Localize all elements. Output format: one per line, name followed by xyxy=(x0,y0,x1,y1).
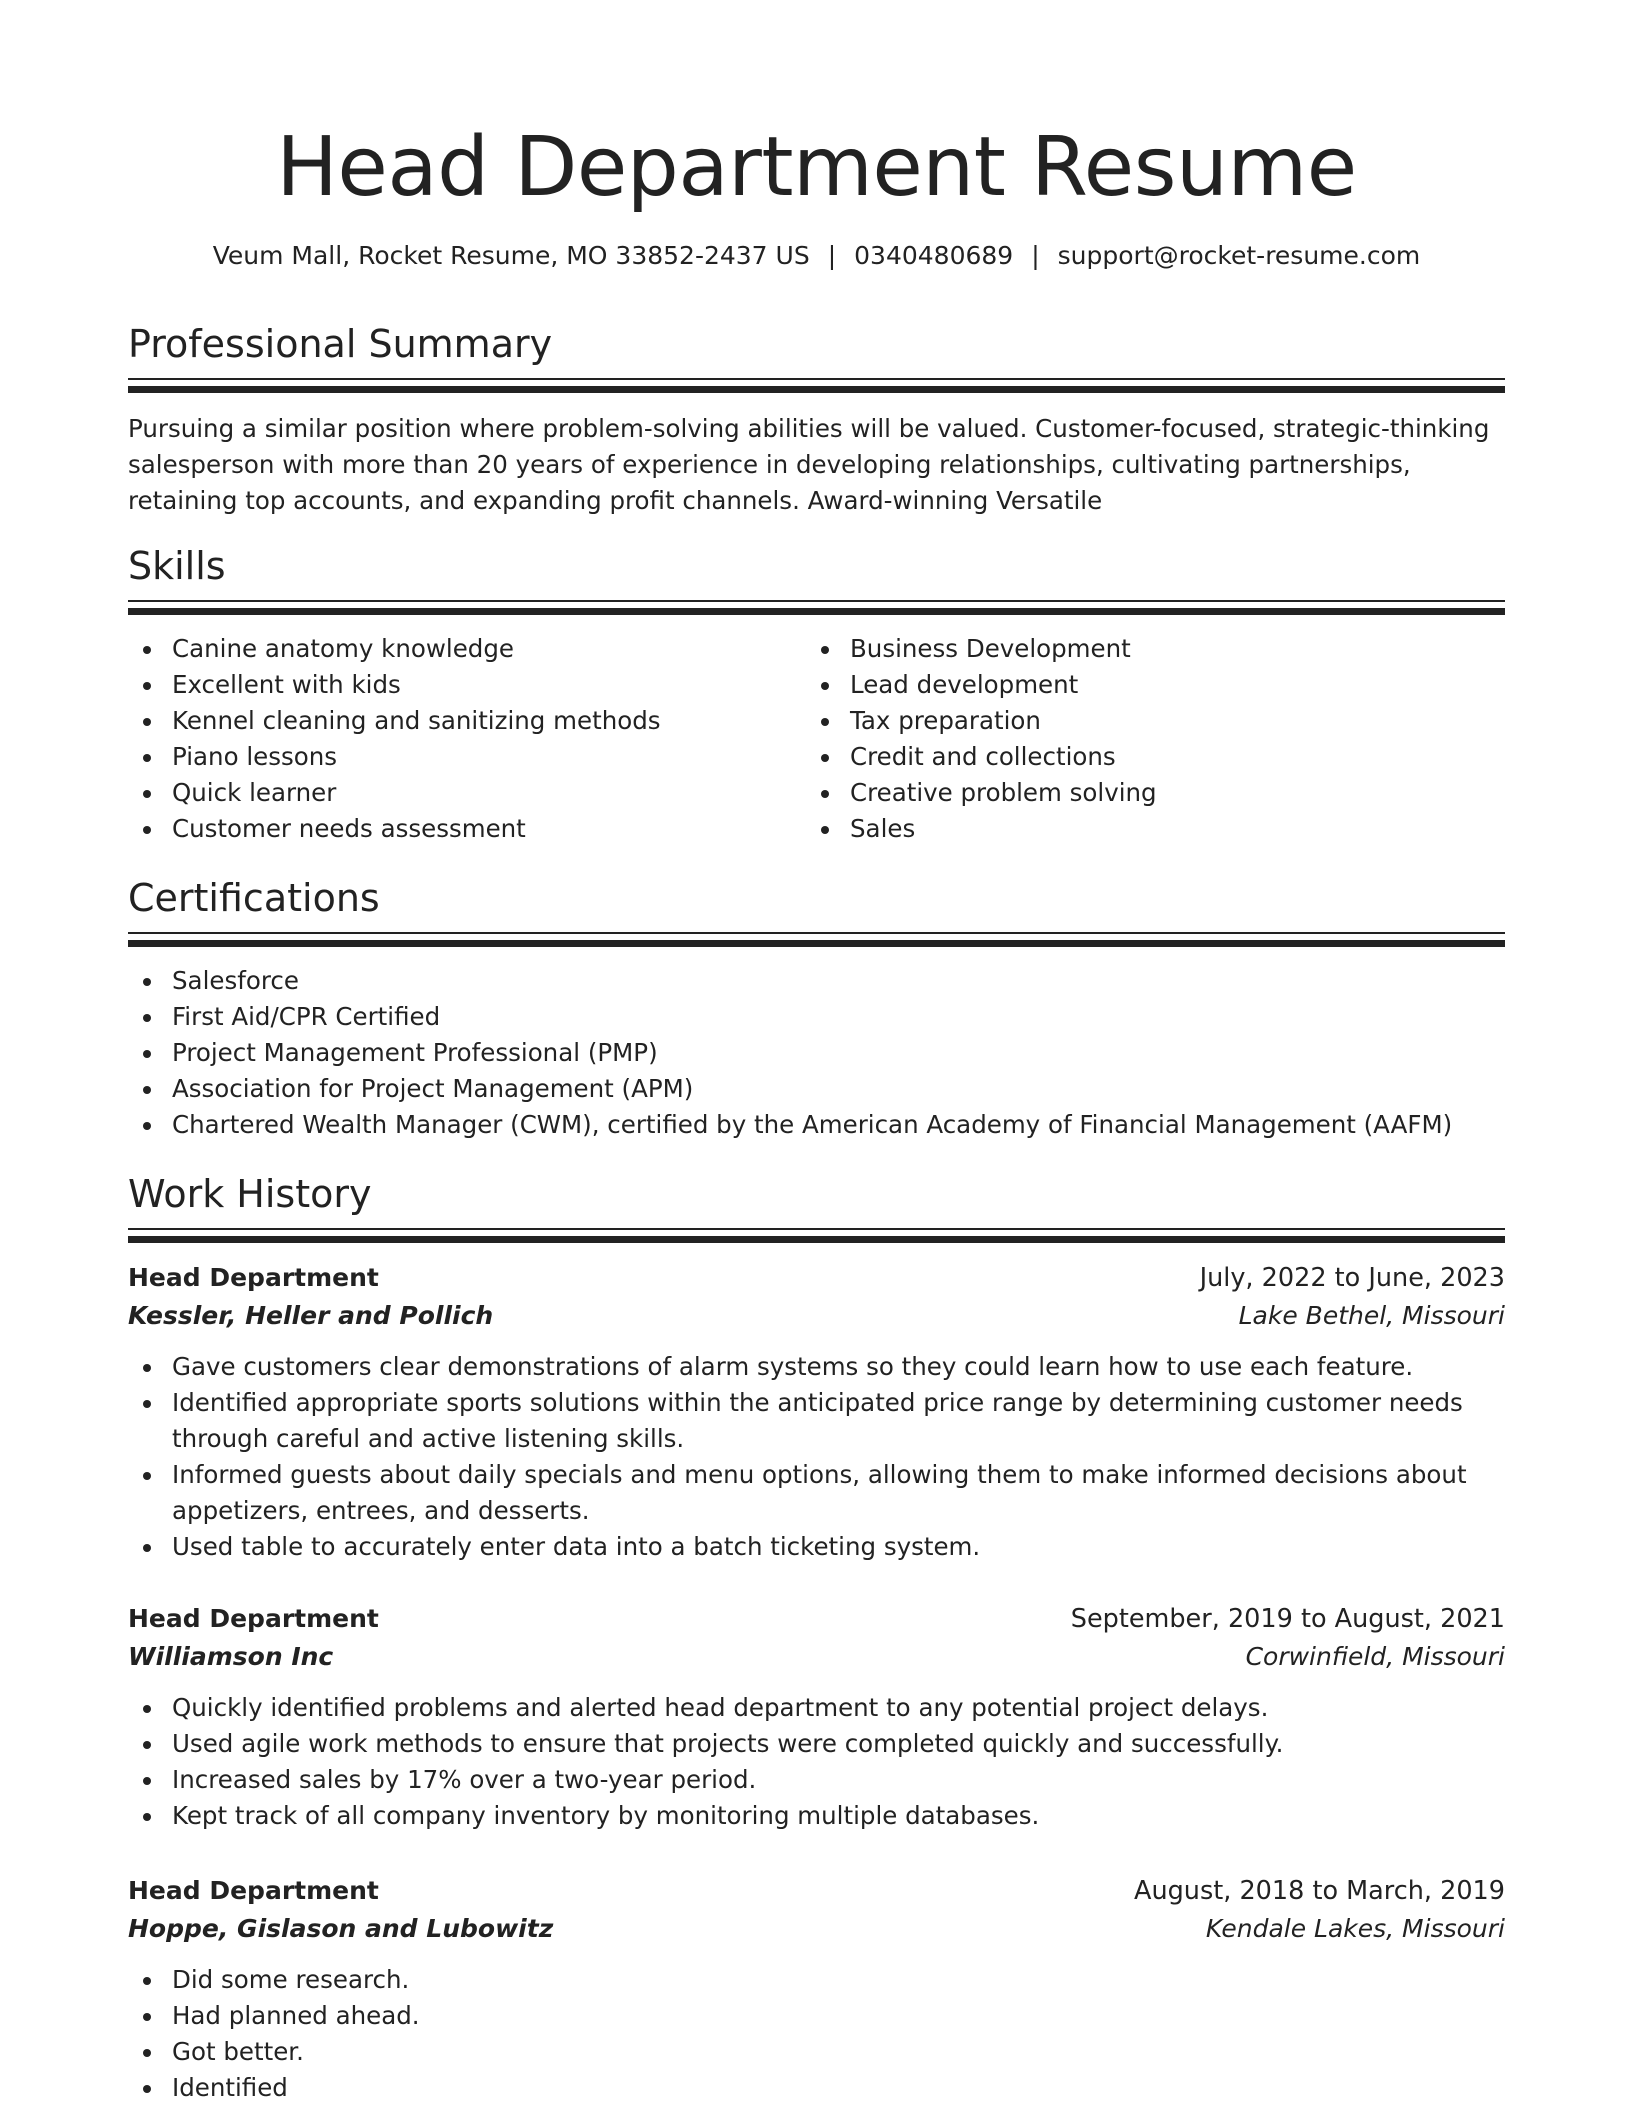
contact-line xyxy=(128,238,1505,274)
skill-item: Customer needs assessment xyxy=(128,811,806,847)
skill-item: Kennel cleaning and sanitizing methods xyxy=(128,703,806,739)
skills-section xyxy=(128,540,1505,847)
skill-item: Creative problem solving xyxy=(806,775,1484,811)
job-dates: July, 2022 to June, 2023 xyxy=(1199,1263,1505,1293)
contact-phone: 0340480689 xyxy=(854,241,1014,270)
skill-item: Credit and collections xyxy=(806,739,1484,775)
certification-item: Project Management Professional (PMP) xyxy=(128,1035,1505,1071)
certifications-section xyxy=(128,872,1505,1143)
summary-text: Pursuing a similar position where problem-solving abilities will be valued. Customer-focused, strategic-thinking salesperson with more than 20 years of experience in developing relationships, cultivating partnerships, retaining top accounts, and expanding profit channels. Award-winning Versatile xyxy=(128,414,1490,515)
resume-title: Head Department Resume xyxy=(276,120,1357,215)
job-entry xyxy=(128,1872,1505,2106)
job-company: Hoppe, Gislason and Lubowitz xyxy=(128,1914,554,1943)
skills-column-right xyxy=(806,631,1484,847)
section-divider xyxy=(128,378,1505,393)
section-heading-summary: Professional Summary xyxy=(128,322,553,366)
job-title: Head Department xyxy=(128,1263,379,1292)
contact-address: Veum Mall, Rocket Resume, MO 33852-2437 US xyxy=(212,241,810,270)
job-dates: August, 2018 to March, 2019 xyxy=(1134,1876,1505,1906)
job-entry xyxy=(128,1259,1505,1565)
skill-item: Canine anatomy knowledge xyxy=(128,631,806,667)
section-heading-work-history: Work History xyxy=(128,1172,372,1216)
job-bullet: Increased sales by 17% over a two-year period. xyxy=(128,1762,1505,1798)
skill-item: Quick learner xyxy=(128,775,806,811)
job-entry xyxy=(128,1600,1505,1834)
job-bullet: Identified xyxy=(128,2070,1505,2106)
job-bullet: Got better. xyxy=(128,2034,1505,2070)
certification-item: First Aid/CPR Certified xyxy=(128,999,1505,1035)
contact-separator: | xyxy=(827,241,837,270)
job-bullet: Quickly identified problems and alerted head department to any potential project delays. xyxy=(128,1690,1505,1726)
skill-item: Excellent with kids xyxy=(128,667,806,703)
job-bullet: Did some research. xyxy=(128,1962,1505,1998)
section-heading-certifications: Certifications xyxy=(128,876,380,920)
contact-separator: | xyxy=(1031,241,1040,270)
skill-item: Sales xyxy=(806,811,1484,847)
job-company: Williamson Inc xyxy=(128,1642,334,1671)
job-bullet: Identified appropriate sports solutions within the anticipated price range by determining customer needs through careful and active listening skills. xyxy=(128,1385,1505,1457)
contact-email[interactable]: support@rocket-resume.com xyxy=(1057,241,1421,270)
job-title: Head Department xyxy=(128,1876,379,1905)
job-bullet: Informed guests about daily specials and menu options, allowing them to make informed decisions about appetizers, entrees, and desserts. xyxy=(128,1457,1505,1529)
skill-item: Lead development xyxy=(806,667,1484,703)
skill-item: Tax preparation xyxy=(806,703,1484,739)
job-location: Kendale Lakes, Missouri xyxy=(1205,1914,1505,1943)
summary-section xyxy=(128,318,1505,519)
job-location: Lake Bethel, Missouri xyxy=(1238,1301,1505,1330)
job-title: Head Department xyxy=(128,1604,379,1633)
job-company: Kessler, Heller and Pollich xyxy=(128,1301,494,1330)
job-bullet: Gave customers clear demonstrations of alarm systems so they could learn how to use each feature. xyxy=(128,1349,1505,1385)
skills-columns xyxy=(128,631,1505,847)
skill-item: Piano lessons xyxy=(128,739,806,775)
job-bullet: Kept track of all company inventory by monitoring multiple databases. xyxy=(128,1798,1505,1834)
section-heading-skills: Skills xyxy=(128,544,226,588)
skills-column-left xyxy=(128,631,806,847)
job-location: Corwinfield, Missouri xyxy=(1245,1642,1505,1671)
section-divider xyxy=(128,1228,1505,1243)
job-bullet: Used table to accurately enter data into a batch ticketing system. xyxy=(128,1529,1505,1565)
work-history-section xyxy=(128,1168,1505,1243)
job-bullet: Had planned ahead. xyxy=(128,1998,1505,2034)
certification-item: Chartered Wealth Manager (CWM), certified by the American Academy of Financial Management (AAFM) xyxy=(128,1107,1505,1143)
certification-item: Association for Project Management (APM) xyxy=(128,1071,1505,1107)
section-divider xyxy=(128,932,1505,947)
job-bullet: Used agile work methods to ensure that projects were completed quickly and successfully. xyxy=(128,1726,1505,1762)
certification-item: Salesforce xyxy=(128,963,1505,999)
skill-item: Business Development xyxy=(806,631,1484,667)
job-dates: September, 2019 to August, 2021 xyxy=(1070,1604,1505,1634)
section-divider xyxy=(128,600,1505,615)
